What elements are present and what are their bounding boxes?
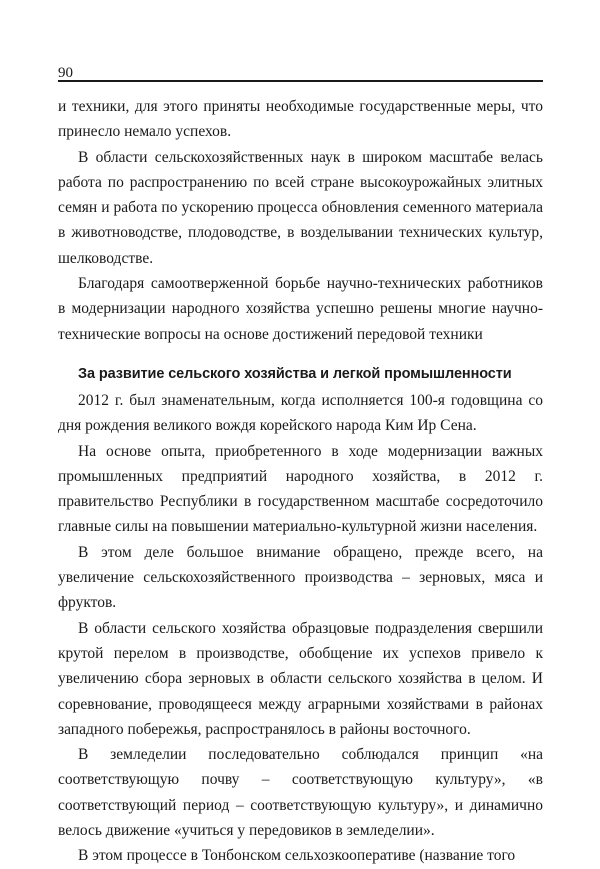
paragraph: На основе опыта, приобретенного в ходе модернизации важных промышленных предприятий народного хозяйства, в 2012 г. правительство Республики в государственном масштабе сосредоточило главные силы на повышении материально-культурной жизни населения.	[58, 442, 543, 536]
section-heading: За развитие сельского хозяйства и легкой промышленности	[78, 365, 512, 382]
paragraph: В области сельского хозяйства образцовые подразделения свершили крутой перелом в производстве, обобщение их успехов привело к увеличению сбора зерновых в области сельского хозяйства в целом. И соревнование, проводящееся между аграрными хозяйствами в районах западного побережья, распространялось в районы восточного.	[58, 619, 543, 738]
book-page	[58, 64, 543, 869]
page-body	[58, 94, 543, 869]
paragraph: В земледелии последовательно соблюдался принцип «на соответствующую почву – соответствующую культуру», «в соответствующий период – соответствующую культуру», и динамично велось движение «учиться у передовиков в земледелии».	[58, 746, 543, 840]
paragraph: В области сельскохозяйственных наук в широком масштабе велась работа по распространению по всей стране высокоурожайных элитных семян и работа по ускорению процесса обновления семенного материала в животноводстве, плодоводстве, в возделывании технических культур, шелководстве.	[58, 148, 543, 267]
paragraph: 2012 г. был знаменательным, когда исполняется 100-я годовщина со дня рождения великого вождя корейского народа Ким Ир Сена.	[58, 391, 543, 435]
page-number: 90	[58, 65, 73, 81]
header-rule	[58, 80, 543, 82]
paragraph: Благодаря самоотверженной борьбе научно-технических работников в модернизации народного хозяйства успешно решены многие научно-технические вопросы на основе достижений передовой техники	[58, 275, 543, 343]
paragraph: В этом процессе в Тонбонском сельхозкооперативе (название того	[78, 847, 516, 865]
paragraph: и техники, для этого приняты необходимые государственные меры, что принесло немало успехов.	[58, 98, 543, 141]
paragraph: В этом деле большое внимание обращено, прежде всего, на увеличение сельскохозяйственного производства – зерновых, мяса и фруктов.	[58, 543, 543, 612]
